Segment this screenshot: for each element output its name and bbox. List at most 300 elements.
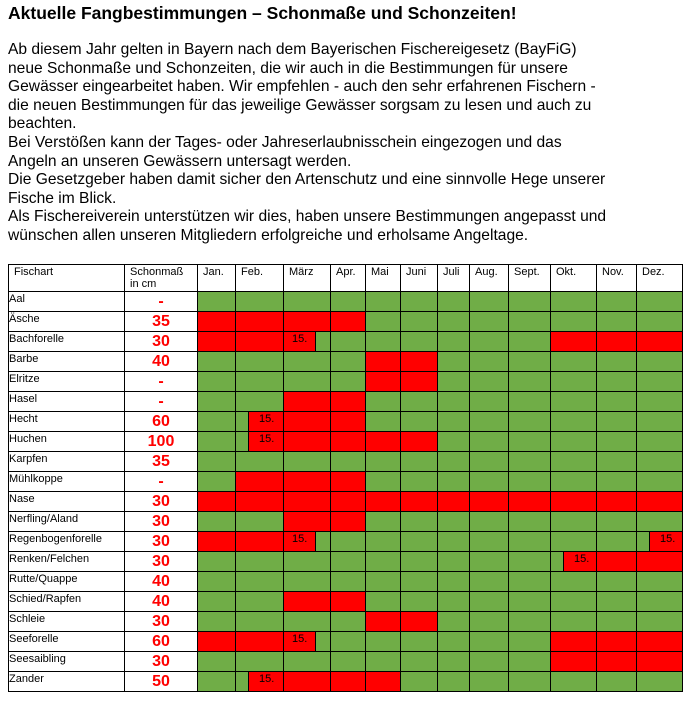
month-cell-open (509, 632, 551, 652)
month-cell-open (198, 452, 236, 472)
closed-segment (284, 632, 316, 651)
month-cell-closed (331, 432, 366, 452)
month-cell-closed (331, 472, 366, 492)
month-cell-open (470, 372, 509, 392)
month-cell-open (366, 292, 401, 312)
closed-segment (284, 532, 316, 551)
month-cell-open (597, 472, 637, 492)
table-row (9, 552, 683, 572)
month-cell-open (438, 552, 470, 572)
header-month: Dez. (637, 265, 683, 292)
month-cell-open (509, 392, 551, 412)
month-cell-open (366, 332, 401, 352)
month-cell-open (470, 512, 509, 532)
month-cell-open (366, 312, 401, 332)
month-cell-open (551, 452, 597, 472)
month-cell-open (597, 532, 637, 552)
month-cell-open (198, 432, 236, 452)
fish-name: Bachforelle (9, 332, 125, 352)
month-cell-open (366, 552, 401, 572)
month-cell-open (509, 432, 551, 452)
month-cell-closed-from-15 (236, 432, 284, 452)
month-cell-closed (284, 392, 331, 412)
month-cell-open (470, 592, 509, 612)
month-cell-open (597, 392, 637, 412)
month-cell-open (470, 452, 509, 472)
month-cell-open (236, 372, 284, 392)
month-cell-closed (284, 432, 331, 452)
header-month: Juli (438, 265, 470, 292)
month-cell-closed (597, 652, 637, 672)
month-cell-open (236, 552, 284, 572)
fish-name: Hecht (9, 412, 125, 432)
fish-name: Seeforelle (9, 632, 125, 652)
month-cell-open (509, 552, 551, 572)
month-cell-closed-until-15 (284, 632, 331, 652)
schonmass-value: 60 (125, 412, 198, 432)
day-label: 15. (292, 333, 308, 345)
month-cell-closed-from-15 (637, 532, 683, 552)
month-cell-closed (637, 632, 683, 652)
month-cell-open (331, 292, 366, 312)
month-cell-closed (637, 332, 683, 352)
header-month: Mai (366, 265, 401, 292)
month-cell-open (509, 452, 551, 472)
month-cell-open (284, 572, 331, 592)
month-cell-closed-until-15 (284, 332, 331, 352)
schonmass-value: 60 (125, 632, 198, 652)
closed-segment (248, 432, 283, 451)
day-label: 15. (292, 533, 308, 545)
header-month: Jan. (198, 265, 236, 292)
month-cell-open (401, 532, 438, 552)
month-cell-closed (551, 652, 597, 672)
month-cell-open (509, 612, 551, 632)
month-cell-open (470, 412, 509, 432)
month-cell-open (401, 672, 438, 692)
header-month: Aug. (470, 265, 509, 292)
month-cell-open (509, 652, 551, 672)
month-cell-open (551, 312, 597, 332)
fish-name: Nerfling/Aland (9, 512, 125, 532)
month-cell-open (470, 632, 509, 652)
intro-line: neue Schonmaße und Schonzeiten, die wir auch in die Bestimmungen für unsere (8, 59, 568, 77)
month-cell-open (366, 532, 401, 552)
month-cell-open (470, 352, 509, 372)
month-cell-open (551, 572, 597, 592)
month-cell-open (509, 512, 551, 532)
schonmass-value: 30 (125, 532, 198, 552)
month-cell-open (284, 612, 331, 632)
month-cell-closed (637, 492, 683, 512)
month-cell-closed-from-15 (236, 412, 284, 432)
month-cell-closed-until-15 (284, 532, 331, 552)
fish-name: Huchen (9, 432, 125, 452)
month-cell-open (470, 612, 509, 632)
month-cell-closed (331, 592, 366, 612)
month-cell-open (366, 452, 401, 472)
header-month: Juni (401, 265, 438, 292)
month-cell-open (509, 372, 551, 392)
table-header-row (9, 265, 683, 292)
month-cell-open (366, 512, 401, 532)
fish-name: Hasel (9, 392, 125, 412)
month-cell-closed (236, 312, 284, 332)
month-cell-open (597, 592, 637, 612)
schonmass-value: 40 (125, 352, 198, 372)
table-row (9, 452, 683, 472)
month-cell-open (597, 312, 637, 332)
month-cell-open (401, 452, 438, 472)
month-cell-open (331, 532, 366, 552)
month-cell-open (597, 432, 637, 452)
fish-name: Schied/Rapfen (9, 592, 125, 612)
month-cell-open (401, 292, 438, 312)
month-cell-open (438, 412, 470, 432)
month-cell-open (198, 552, 236, 572)
schonmass-value: 30 (125, 612, 198, 632)
header-month: Okt. (551, 265, 597, 292)
table-row (9, 392, 683, 412)
month-cell-open (551, 612, 597, 632)
closed-segment (284, 332, 316, 351)
month-cell-open (198, 512, 236, 532)
month-cell-closed (198, 312, 236, 332)
month-cell-closed (236, 492, 284, 512)
month-cell-open (438, 592, 470, 612)
fish-name: Mühlkoppe (9, 472, 125, 492)
month-cell-open (198, 392, 236, 412)
month-cell-open (637, 352, 683, 372)
month-cell-open (509, 672, 551, 692)
month-cell-open (470, 532, 509, 552)
month-cell-closed (366, 492, 401, 512)
month-cell-open (438, 512, 470, 532)
month-cell-open (401, 392, 438, 412)
intro-line: Gewässer eingearbeitet haben. Wir empfehlen - auch den sehr erfahrenen Fischern - (8, 78, 596, 96)
intro-line: Fische im Blick. (8, 189, 117, 207)
header-fischart: Fischart (9, 265, 125, 292)
month-cell-open (401, 632, 438, 652)
month-cell-open (597, 352, 637, 372)
month-cell-closed (236, 632, 284, 652)
fish-name: Barbe (9, 352, 125, 372)
header-month: Feb. (236, 265, 284, 292)
closed-segment (248, 412, 283, 431)
month-cell-open (236, 292, 284, 312)
month-cell-open (637, 592, 683, 612)
month-cell-closed (284, 672, 331, 692)
month-cell-open (438, 632, 470, 652)
intro-line: Ab diesem Jahr gelten in Bayern nach dem Bayerischen Fischereigesetz (BayFiG) (8, 41, 577, 58)
month-cell-open (637, 392, 683, 412)
month-cell-open (438, 292, 470, 312)
fish-name: Karpfen (9, 452, 125, 472)
intro-line: Als Fischereiverein unterstützen wir dies, haben unsere Bestimmungen angepasst und (8, 208, 607, 226)
month-cell-closed (637, 652, 683, 672)
header-schonmass (125, 265, 198, 292)
month-cell-open (551, 532, 597, 552)
month-cell-open (366, 592, 401, 612)
month-cell-closed (597, 632, 637, 652)
month-cell-closed (198, 632, 236, 652)
month-cell-open (637, 292, 683, 312)
month-cell-open (551, 392, 597, 412)
fish-name: Elritze (9, 372, 125, 392)
month-cell-open (401, 472, 438, 492)
month-cell-closed (198, 532, 236, 552)
day-label: 15. (259, 413, 275, 425)
month-cell-open (366, 392, 401, 412)
table-row (9, 432, 683, 452)
month-cell-closed (597, 492, 637, 512)
table-row (9, 632, 683, 652)
month-cell-open (284, 552, 331, 572)
header-schonmass-line1: Schonmaß (130, 266, 184, 278)
header-month: Sept. (509, 265, 551, 292)
month-cell-open (470, 652, 509, 672)
fish-name: Nase (9, 492, 125, 512)
month-cell-open (331, 552, 366, 572)
month-cell-open (331, 572, 366, 592)
month-cell-open (366, 572, 401, 592)
month-cell-closed (551, 492, 597, 512)
month-cell-open (637, 452, 683, 472)
month-cell-open (438, 332, 470, 352)
table-row (9, 592, 683, 612)
fish-name: Regenbogenforelle (9, 532, 125, 552)
month-cell-open (597, 672, 637, 692)
month-cell-open (597, 292, 637, 312)
month-cell-open (438, 672, 470, 692)
month-cell-closed (551, 332, 597, 352)
month-cell-open (331, 452, 366, 472)
month-cell-open (509, 332, 551, 352)
month-cell-open (597, 572, 637, 592)
month-cell-open (366, 412, 401, 432)
month-cell-open (401, 312, 438, 332)
month-cell-closed (366, 612, 401, 632)
month-cell-open (236, 612, 284, 632)
schonmass-value: 50 (125, 672, 198, 692)
month-cell-open (198, 372, 236, 392)
month-cell-closed (236, 472, 284, 492)
month-cell-closed (331, 392, 366, 412)
month-cell-open (284, 372, 331, 392)
month-cell-open (438, 372, 470, 392)
month-cell-open (597, 412, 637, 432)
table-row (9, 352, 683, 372)
month-cell-closed (597, 332, 637, 352)
month-cell-open (236, 512, 284, 532)
month-cell-closed (284, 412, 331, 432)
fish-name: Renken/Felchen (9, 552, 125, 572)
table-row (9, 372, 683, 392)
schonmass-value: - (125, 472, 198, 492)
month-cell-open (198, 672, 236, 692)
month-cell-open (551, 592, 597, 612)
intro-line: Bei Verstößen kann der Tages- oder Jahreserlaubnisschein eingezogen und das (8, 133, 562, 151)
intro-line: die neuen Bestimmungen für das jeweilige Gewässer sorgsam zu lesen und auch zu (8, 96, 592, 114)
month-cell-open (236, 572, 284, 592)
month-cell-open (438, 612, 470, 632)
closed-segment (563, 552, 596, 571)
table-row (9, 472, 683, 492)
table-row (9, 572, 683, 592)
month-cell-open (438, 352, 470, 372)
month-cell-open (401, 552, 438, 572)
day-label: 15. (292, 633, 308, 645)
month-cell-open (470, 392, 509, 412)
month-cell-open (401, 412, 438, 432)
month-cell-open (331, 352, 366, 372)
month-cell-open (637, 312, 683, 332)
month-cell-open (198, 652, 236, 672)
month-cell-open (551, 352, 597, 372)
month-cell-open (551, 672, 597, 692)
month-cell-open (438, 392, 470, 412)
page-title: Aktuelle Fangbestimmungen – Schonmaße und Schonzeiten! (8, 3, 517, 23)
table-row (9, 332, 683, 352)
fish-name: Zander (9, 672, 125, 692)
month-cell-open (509, 292, 551, 312)
month-cell-open (401, 592, 438, 612)
table-row (9, 312, 683, 332)
header-month: März (284, 265, 331, 292)
month-cell-closed (401, 372, 438, 392)
schonmass-value: 35 (125, 452, 198, 472)
month-cell-closed (401, 352, 438, 372)
table-row (9, 532, 683, 552)
fish-name: Seesaibling (9, 652, 125, 672)
month-cell-closed (551, 632, 597, 652)
schonmass-value: 30 (125, 552, 198, 572)
month-cell-open (438, 532, 470, 552)
month-cell-open (438, 432, 470, 452)
schonmass-value: - (125, 392, 198, 412)
month-cell-closed (366, 372, 401, 392)
month-cell-open (366, 632, 401, 652)
month-cell-open (198, 472, 236, 492)
month-cell-closed (366, 352, 401, 372)
schonmass-value: 100 (125, 432, 198, 452)
month-cell-open (198, 612, 236, 632)
header-month: Nov. (597, 265, 637, 292)
day-label: 15. (259, 433, 275, 445)
fish-name: Aal (9, 292, 125, 312)
month-cell-closed (284, 592, 331, 612)
month-cell-open (509, 572, 551, 592)
month-cell-open (284, 292, 331, 312)
month-cell-open (331, 652, 366, 672)
month-cell-open (401, 572, 438, 592)
month-cell-open (470, 312, 509, 332)
month-cell-open (438, 452, 470, 472)
intro-line: Angeln an unseren Gewässern untersagt werden. (8, 152, 352, 170)
schonmass-value: 30 (125, 332, 198, 352)
closed-segment (248, 672, 283, 691)
month-cell-open (331, 612, 366, 632)
month-cell-open (401, 332, 438, 352)
day-label: 15. (259, 673, 275, 685)
month-cell-open (470, 552, 509, 572)
month-cell-closed (401, 492, 438, 512)
month-cell-open (198, 292, 236, 312)
month-cell-open (509, 532, 551, 552)
month-cell-open (470, 332, 509, 352)
month-cell-closed (366, 672, 401, 692)
fangbestimmungen-table (8, 264, 683, 692)
schonmass-value: 40 (125, 572, 198, 592)
month-cell-open (198, 592, 236, 612)
day-label: 15. (574, 553, 590, 565)
month-cell-closed (401, 432, 438, 452)
month-cell-open (509, 472, 551, 492)
month-cell-open (236, 352, 284, 372)
month-cell-open (331, 332, 366, 352)
table-row (9, 292, 683, 312)
month-cell-closed (284, 472, 331, 492)
month-cell-closed (597, 552, 637, 572)
intro-line: beachten. (8, 115, 77, 133)
month-cell-closed (331, 672, 366, 692)
month-cell-open (236, 592, 284, 612)
table-row (9, 412, 683, 432)
month-cell-open (509, 592, 551, 612)
month-cell-open (551, 512, 597, 532)
fish-name: Schleie (9, 612, 125, 632)
month-cell-open (470, 432, 509, 452)
month-cell-closed (331, 512, 366, 532)
month-cell-open (366, 472, 401, 492)
month-cell-closed-from-15 (551, 552, 597, 572)
closed-segment (649, 532, 682, 551)
month-cell-open (509, 352, 551, 372)
month-cell-open (551, 432, 597, 452)
month-cell-open (551, 292, 597, 312)
schonmass-value: 30 (125, 492, 198, 512)
table-row (9, 512, 683, 532)
month-cell-open (597, 452, 637, 472)
header-schonmass-line2: in cm (130, 278, 157, 290)
month-cell-open (198, 572, 236, 592)
intro-text (8, 41, 688, 246)
month-cell-open (551, 412, 597, 432)
day-label: 15. (660, 533, 676, 545)
month-cell-open (401, 652, 438, 672)
table-row (9, 612, 683, 632)
month-cell-closed (236, 332, 284, 352)
month-cell-open (637, 672, 683, 692)
month-cell-open (597, 612, 637, 632)
month-cell-closed (284, 492, 331, 512)
month-cell-open (401, 512, 438, 532)
month-cell-open (637, 372, 683, 392)
schonmass-value: 30 (125, 512, 198, 532)
month-cell-open (331, 632, 366, 652)
month-cell-open (284, 452, 331, 472)
month-cell-open (470, 572, 509, 592)
month-cell-open (284, 352, 331, 372)
fish-name: Rutte/Quappe (9, 572, 125, 592)
month-cell-closed (438, 492, 470, 512)
month-cell-closed (198, 492, 236, 512)
intro-line: wünschen allen unseren Mitgliedern erfolgreiche und erholsame Angeltage. (8, 226, 529, 244)
month-cell-open (236, 392, 284, 412)
month-cell-open (438, 312, 470, 332)
month-cell-open (438, 572, 470, 592)
month-cell-closed (366, 432, 401, 452)
